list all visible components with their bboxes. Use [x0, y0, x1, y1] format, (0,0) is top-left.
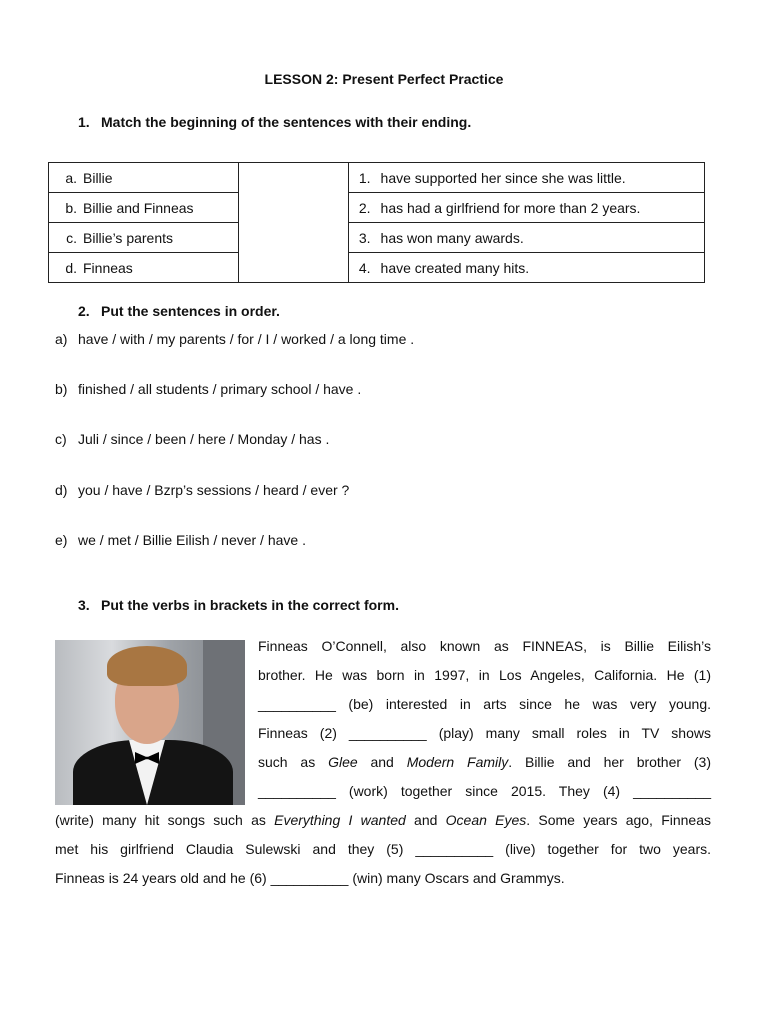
match-right-cell: [348, 223, 704, 253]
page-title: LESSON 2: Present Perfect Practice: [264, 71, 504, 87]
text-run: such as: [258, 754, 329, 770]
item-label: e): [55, 532, 68, 548]
item-label: 1.: [358, 169, 371, 186]
list-item: [55, 431, 329, 447]
table-row: [49, 253, 705, 283]
paragraph-line: brother. He was born in 1997, in Los Angeles, California. He (1): [258, 667, 711, 683]
item-text: you / have / Bzrp’s sessions / heard / ever ?: [78, 482, 350, 498]
paragraph-line: met his girlfriend Claudia Sulewski and they (5) __________ (live) together for two years.: [55, 841, 711, 857]
paragraph-line: Finneas O’Connell, also known as FINNEAS, is Billie Eilish’s: [258, 638, 711, 654]
table-row: [49, 163, 705, 193]
item-text: finished / all students / primary school / have .: [78, 381, 362, 397]
item-text: have created many hits.: [380, 259, 530, 276]
q1-number: 1.: [78, 114, 90, 130]
text-run: . Some years ago, Finneas: [526, 812, 712, 828]
show-title: Modern Family: [406, 754, 509, 770]
item-label: 2.: [358, 199, 371, 216]
item-text: Juli / since / been / here / Monday / has .: [78, 431, 330, 447]
paragraph-full-width: [55, 806, 711, 893]
item-label: a): [55, 331, 68, 347]
item-text: Billie: [83, 169, 113, 186]
match-right-cell: [348, 163, 704, 193]
q1-heading-text: Match the beginning of the sentences with their ending.: [101, 114, 472, 130]
item-text: have / with / my parents / for / I / worked / a long time .: [78, 331, 415, 347]
item-text: have supported her since she was little.: [380, 169, 626, 186]
item-label: c.: [66, 229, 77, 246]
item-label: 3.: [358, 229, 371, 246]
paragraph-line: __________ (be) interested in arts since he was very young.: [258, 696, 711, 712]
item-label: d): [55, 482, 68, 498]
q2-heading: [78, 303, 280, 319]
item-label: a.: [65, 169, 77, 186]
show-title: Glee: [328, 754, 358, 770]
item-text: Billie’s parents: [83, 229, 174, 246]
paragraph-line: [258, 748, 711, 777]
item-text: has had a girlfriend for more than 2 years.: [380, 199, 641, 216]
match-table: [48, 162, 705, 283]
match-right-cell: [348, 253, 704, 283]
paragraph-line: __________ (work) together since 2015. They (4) __________: [258, 783, 711, 799]
match-answer-space[interactable]: [238, 163, 348, 283]
text-run: . Billie and her brother (3): [508, 754, 712, 770]
item-text: we / met / Billie Eilish / never / have .: [78, 532, 306, 548]
q3-number: 3.: [78, 597, 90, 613]
text-run: (write) many hit songs such as: [55, 812, 275, 828]
list-item: [55, 482, 349, 498]
finneas-photo: [55, 640, 245, 805]
table-row: [49, 193, 705, 223]
match-left-cell: [49, 223, 239, 253]
paragraph-line: [55, 806, 711, 835]
list-item: [55, 331, 414, 347]
song-title: Ocean Eyes: [445, 812, 527, 828]
item-text: Billie and Finneas: [83, 199, 194, 216]
table-row: [49, 223, 705, 253]
match-left-cell: [49, 163, 239, 193]
item-text: has won many awards.: [380, 229, 524, 246]
item-label: d.: [65, 259, 77, 276]
q1-heading: [78, 114, 471, 130]
item-text: Finneas: [83, 259, 133, 276]
q2-number: 2.: [78, 303, 90, 319]
item-label: b.: [65, 199, 77, 216]
q3-heading-text: Put the verbs in brackets in the correct form.: [101, 597, 399, 613]
text-run: and: [357, 754, 407, 770]
item-label: c): [55, 431, 67, 447]
q2-heading-text: Put the sentences in order.: [101, 303, 280, 319]
match-right-cell: [348, 193, 704, 223]
paragraph-beside-photo: [258, 632, 711, 806]
text-run: and: [405, 812, 446, 828]
item-label: 4.: [358, 259, 371, 276]
q3-heading: [78, 597, 399, 613]
match-left-cell: [49, 253, 239, 283]
list-item: [55, 532, 306, 548]
list-item: [55, 381, 361, 397]
song-title: Everything I wanted: [274, 812, 406, 828]
match-left-cell: [49, 193, 239, 223]
item-label: b): [55, 381, 68, 397]
paragraph-line: Finneas is 24 years old and he (6) __________ (win) many Oscars and Grammys.: [55, 870, 565, 886]
paragraph-line: Finneas (2) __________ (play) many small roles in TV shows: [258, 725, 711, 741]
